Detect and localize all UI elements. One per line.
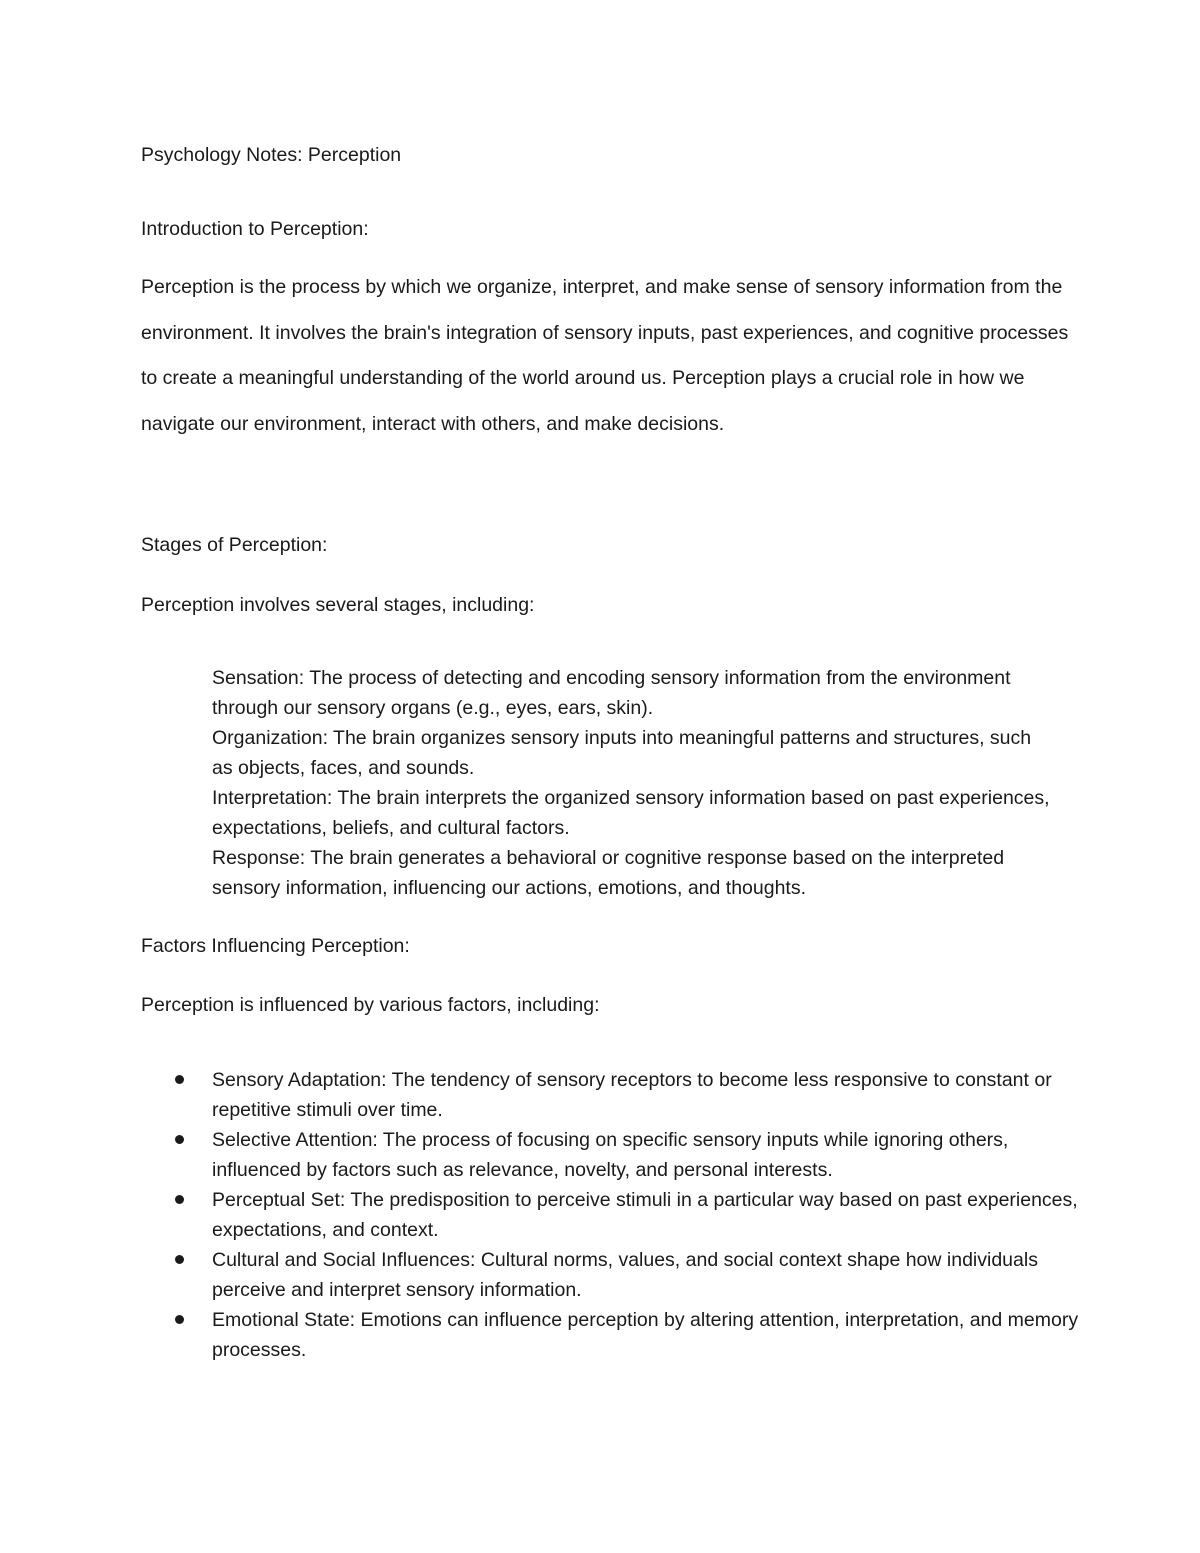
- stages-heading: Stages of Perception:: [141, 534, 328, 556]
- factors-intro: Perception is influenced by various factors, including:: [141, 994, 600, 1016]
- bullet-icon: [175, 1195, 184, 1204]
- intro-paragraph: Perception is the process by which we organize, interpret, and make sense of sensory information from the environment. It involves the brain's integration of sensory inputs, past experiences, and cognitive processes to create a meaningful understanding of the world around us. Perception plays a crucial role in how we navigate our environment, interact with others, and make decisions.: [141, 276, 1069, 435]
- list-item: Sensation: The process of detecting and encoding sensory information from the environment through our sensory organs (e.g., eyes, ears, skin).: [212, 667, 1011, 719]
- bullet-icon: [175, 1255, 184, 1264]
- factors-heading: Factors Influencing Perception:: [141, 935, 410, 957]
- list-item: Interpretation: The brain interprets the organized sensory information based on past experiences, expectations, beliefs, and cultural factors.: [212, 787, 1050, 839]
- list-item: [212, 1245, 1082, 1305]
- page-title: Psychology Notes: Perception: [141, 144, 402, 166]
- list-item-text: Selective Attention: The process of focusing on specific sensory inputs while ignoring others, influenced by factors such as relevance, novelty, and personal interests.: [212, 1129, 1009, 1181]
- factors-list: [212, 1065, 1082, 1365]
- list-item-text: Emotional State: Emotions can influence perception by altering attention, interpretation, and memory processes.: [212, 1309, 1079, 1361]
- intro-heading: Introduction to Perception:: [141, 218, 369, 240]
- bullet-icon: [175, 1315, 184, 1324]
- list-item: [212, 1305, 1082, 1365]
- bullet-icon: [175, 1135, 184, 1144]
- stages-intro: Perception involves several stages, including:: [141, 594, 535, 616]
- list-item: [212, 1065, 1082, 1125]
- list-item: [212, 1185, 1082, 1245]
- bullet-icon: [175, 1075, 184, 1084]
- list-item-text: Sensory Adaptation: The tendency of sensory receptors to become less responsive to constant or repetitive stimuli over time.: [212, 1069, 1052, 1121]
- list-item-text: Perceptual Set: The predisposition to perceive stimuli in a particular way based on past experiences, expectations, and context.: [212, 1189, 1078, 1241]
- list-item: Response: The brain generates a behavioral or cognitive response based on the interpreted sensory information, influencing our actions, emotions, and thoughts.: [212, 847, 1005, 899]
- list-item-text: Cultural and Social Influences: Cultural norms, values, and social context shape how individuals perceive and interpret sensory information.: [212, 1249, 1038, 1301]
- list-item: Organization: The brain organizes sensory inputs into meaningful patterns and structures, such as objects, faces, and sounds.: [212, 727, 1032, 779]
- stages-list: [212, 663, 1052, 903]
- list-item: [212, 1125, 1082, 1185]
